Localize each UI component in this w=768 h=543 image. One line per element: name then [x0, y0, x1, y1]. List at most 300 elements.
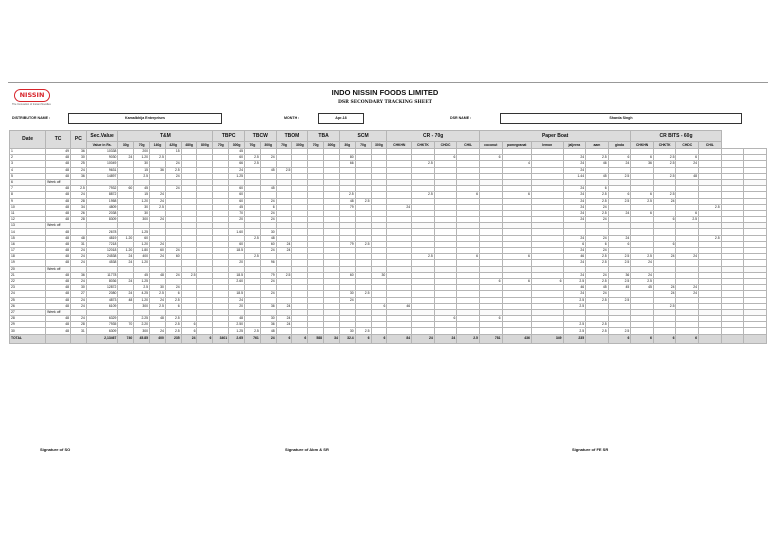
- table-cell: 24: [276, 248, 292, 254]
- table-cell: 28: [70, 217, 86, 223]
- table-cell: 24: [70, 278, 86, 284]
- table-cell: 24: [70, 167, 86, 173]
- table-cell: 24: [653, 291, 676, 297]
- table-cell: 79: [339, 241, 355, 247]
- table-cell: 6: [260, 204, 276, 210]
- sheet-title: DSR SECONDARY TRACKING SHEET: [338, 100, 432, 105]
- table-cell: 4873: [86, 297, 118, 303]
- table-cell: 2678: [86, 229, 118, 235]
- table-cell: 6: [502, 192, 531, 198]
- table-cell: 15: [134, 167, 150, 173]
- date-cell: 20: [10, 266, 46, 272]
- total-cell: 6: [371, 334, 387, 343]
- table-cell: 2.5: [631, 278, 654, 284]
- table-cell: 2.5: [355, 291, 371, 297]
- table-cell: 28: [70, 322, 86, 328]
- total-cell: 235: [165, 334, 181, 343]
- group-tba: TBA: [308, 131, 340, 142]
- table-cell: 24: [118, 260, 134, 266]
- table-cell: 2.5: [608, 328, 631, 334]
- date-cell: 25: [10, 297, 46, 303]
- table-cell: 24: [260, 248, 276, 254]
- table-cell: 24: [118, 278, 134, 284]
- table-cell: 2.5: [586, 322, 609, 328]
- table-cell: 48: [46, 272, 71, 278]
- table-cell: 24: [586, 235, 609, 241]
- table-cell: 48: [339, 198, 355, 204]
- sub-header-cell: 30g: [118, 142, 134, 149]
- table-cell: 30: [150, 285, 166, 291]
- total-cell: 45.85: [134, 334, 150, 343]
- table-cell: 48: [46, 173, 71, 179]
- table-cell: 46: [563, 285, 586, 291]
- col-date: Date: [10, 131, 46, 149]
- table-cell: 48: [46, 186, 71, 192]
- table-cell: 48: [260, 235, 276, 241]
- table-cell: 48: [46, 161, 71, 167]
- table-cell: 48: [46, 316, 71, 322]
- signature-so: Signature of SO: [40, 447, 71, 452]
- group-header-row: [10, 131, 767, 142]
- table-cell: 7935: [86, 322, 118, 328]
- table-cell: 6: [479, 316, 502, 322]
- table-cell: 2.5: [653, 173, 676, 179]
- table-cell: 2.5: [165, 316, 181, 322]
- table-cell: 2.5: [165, 167, 181, 173]
- total-cell: [586, 334, 609, 343]
- table-cell: 1.25: [134, 278, 150, 284]
- table-cell: 48: [46, 291, 71, 297]
- table-cell: 2.5: [586, 328, 609, 334]
- table-cell: 28: [70, 198, 86, 204]
- table-cell: 6: [181, 328, 197, 334]
- table-cell: 48: [70, 235, 86, 241]
- table-cell: 24: [260, 217, 276, 223]
- table-cell: 2.5: [608, 173, 631, 179]
- table-cell: 2.5: [608, 198, 631, 204]
- table-cell: 24: [229, 297, 245, 303]
- table-cell: 48: [260, 328, 276, 334]
- table-cell: 48: [46, 278, 71, 284]
- table-cell: 4809: [86, 204, 118, 210]
- table-cell: 6329: [86, 316, 118, 322]
- table-cell: Week off: [46, 223, 71, 229]
- table-cell: 60: [118, 186, 134, 192]
- total-cell: 24: [412, 334, 435, 343]
- sub-header-cell: 70g: [276, 142, 292, 149]
- table-cell: 300: [134, 217, 150, 223]
- table-cell: 70: [229, 210, 245, 216]
- table-cell: 4: [502, 161, 531, 167]
- table-cell: 2.5: [355, 198, 371, 204]
- table-cell: 45: [260, 167, 276, 173]
- table-cell: 6: [457, 254, 480, 260]
- date-cell: 30: [10, 328, 46, 334]
- table-cell: 48: [150, 316, 166, 322]
- group-tbpc: TBPC: [213, 131, 245, 142]
- table-cell: 24: [563, 217, 586, 223]
- table-cell: 6: [631, 192, 654, 198]
- table-cell: 6109: [86, 303, 118, 309]
- table-cell: 24: [586, 204, 609, 210]
- table-cell: 6309: [86, 328, 118, 334]
- table-cell: 24: [150, 217, 166, 223]
- table-cell: 2.5: [676, 217, 699, 223]
- sub-header-cell: CHDC: [434, 142, 457, 149]
- table-cell: 6: [502, 278, 531, 284]
- table-cell: 12872: [86, 285, 118, 291]
- sub-header-cell: pomegranat: [502, 142, 531, 149]
- table-cell: 48: [46, 303, 71, 309]
- table-cell: 36: [608, 272, 631, 278]
- table-cell: 24: [653, 285, 676, 291]
- table-cell: 24: [70, 254, 86, 260]
- table-cell: 6: [181, 322, 197, 328]
- table-cell: 9631: [86, 167, 118, 173]
- table-cell: 4.25: [134, 291, 150, 297]
- total-cell: 235: [563, 334, 586, 343]
- table-cell: 6: [631, 155, 654, 161]
- table-cell: 48: [46, 229, 71, 235]
- table-cell: 24: [260, 278, 276, 284]
- table-cell: 48: [46, 322, 71, 328]
- table-cell: 24: [276, 241, 292, 247]
- table-cell: 45: [608, 285, 631, 291]
- table-cell: 1.44: [563, 173, 586, 179]
- table-cell: 60: [229, 155, 245, 161]
- table-cell: 48: [46, 241, 71, 247]
- table-cell: 24: [70, 248, 86, 254]
- total-cell: 6: [276, 334, 292, 343]
- table-cell: 1.25: [134, 229, 150, 235]
- table-cell: 1.20: [134, 155, 150, 161]
- table-cell: 6: [631, 210, 654, 216]
- total-cell: 84: [387, 334, 412, 343]
- table-cell: 400: [134, 254, 150, 260]
- total-cell: 761: [244, 334, 260, 343]
- month-label: MONTH :: [284, 116, 300, 120]
- date-cell: 10: [10, 204, 46, 210]
- table-cell: 2.5: [150, 155, 166, 161]
- table-cell: 36: [70, 149, 86, 155]
- table-cell: 24: [586, 272, 609, 278]
- total-cell: [744, 334, 767, 343]
- table-cell: 30: [339, 328, 355, 334]
- table-cell: 2.5: [653, 161, 676, 167]
- table-cell: 6: [653, 241, 676, 247]
- table-cell: 24: [586, 291, 609, 297]
- sub-header-cell: 420g: [165, 142, 181, 149]
- table-cell: 60: [229, 186, 245, 192]
- sub-header-cell: CHIL: [699, 142, 722, 149]
- table-cell: 10049: [86, 161, 118, 167]
- sub-header-cell: 70g: [308, 142, 324, 149]
- date-cell: 19: [10, 260, 46, 266]
- table-cell: 24: [150, 192, 166, 198]
- table-cell: 10338: [86, 149, 118, 155]
- table-cell: 48: [229, 316, 245, 322]
- table-cell: 24: [563, 291, 586, 297]
- table-cell: 27: [70, 291, 86, 297]
- table-cell: 2.5: [608, 297, 631, 303]
- table-cell: 24538: [86, 254, 118, 260]
- table-cell: 1.80: [134, 248, 150, 254]
- table-cell: 15: [134, 192, 150, 198]
- table-cell: 48: [150, 272, 166, 278]
- table-cell: 24: [339, 297, 355, 303]
- date-cell: 7: [10, 186, 46, 192]
- total-cell: 349: [531, 334, 563, 343]
- sub-header-cell: CHKHN: [631, 142, 654, 149]
- date-cell: 21: [10, 272, 46, 278]
- sub-header-cell: 70g: [134, 142, 150, 149]
- table-cell: 2.5: [339, 192, 355, 198]
- total-cell: 400: [150, 334, 166, 343]
- table-cell: 2.5: [70, 186, 86, 192]
- table-cell: 24: [260, 291, 276, 297]
- table-cell: 24: [676, 161, 699, 167]
- total-cell: 6: [292, 334, 308, 343]
- table-cell: 2.5: [276, 272, 292, 278]
- table-cell: 6: [479, 155, 502, 161]
- table-cell: 2.5: [653, 192, 676, 198]
- table-cell: 1.20: [118, 235, 134, 241]
- table-cell: 45: [586, 173, 609, 179]
- dsr-field[interactable]: Sharda Singh: [500, 113, 742, 124]
- table-cell: 2038: [86, 210, 118, 216]
- date-cell: 22: [10, 278, 46, 284]
- table-cell: 48: [46, 167, 71, 173]
- table-cell: 2.50: [229, 322, 245, 328]
- table-cell: 48: [46, 198, 71, 204]
- group-tkm: T&M: [118, 131, 213, 142]
- table-cell: 200: [134, 149, 150, 155]
- date-cell: 4: [10, 167, 46, 173]
- table-cell: 2.5: [608, 260, 631, 266]
- sub-header-cell: CHDC: [676, 142, 699, 149]
- table-cell: 2080: [86, 291, 118, 297]
- table-cell: 30: [134, 210, 150, 216]
- table-cell: 24: [70, 316, 86, 322]
- table-cell: 24: [165, 161, 181, 167]
- table-cell: 6: [586, 241, 609, 247]
- date-cell: 8: [10, 192, 46, 198]
- table-cell: 2.5: [276, 167, 292, 173]
- total-cell: 6: [676, 334, 699, 343]
- table-cell: 2.5: [181, 272, 197, 278]
- table-cell: 1.20: [134, 260, 150, 266]
- group-cr-bits: CR BITS - 60g: [631, 131, 721, 142]
- table-cell: 7218: [86, 241, 118, 247]
- table-cell: 48: [46, 297, 71, 303]
- table-cell: 60: [150, 248, 166, 254]
- table-cell: 48: [46, 210, 71, 216]
- table-cell: 24: [150, 297, 166, 303]
- table-cell: 2.25: [134, 316, 150, 322]
- nissin-logo: [14, 89, 50, 102]
- table-cell: 2.5: [150, 291, 166, 297]
- table-cell: 30: [260, 316, 276, 322]
- table-cell: 6: [434, 155, 457, 161]
- table-cell: 48: [46, 328, 71, 334]
- secondary-tracking-table: [9, 130, 767, 344]
- table-cell: 24: [229, 167, 245, 173]
- table-cell: 26: [70, 210, 86, 216]
- total-cell: 740: [118, 334, 134, 343]
- sub-header-cell: 70g: [213, 142, 229, 149]
- sub-header-cell: 800g: [197, 142, 213, 149]
- table-cell: 79: [339, 204, 355, 210]
- table-cell: 60: [165, 254, 181, 260]
- table-cell: 1.60: [229, 229, 245, 235]
- table-cell: 6: [676, 155, 699, 161]
- table-cell: 6: [434, 316, 457, 322]
- table-cell: 11778: [86, 272, 118, 278]
- table-cell: 2.5: [165, 322, 181, 328]
- sub-header-cell: 300g: [229, 142, 245, 149]
- table-cell: 4538: [86, 260, 118, 266]
- table-cell: 24: [276, 303, 292, 309]
- table-cell: 70: [118, 322, 134, 328]
- table-cell: 24: [165, 272, 181, 278]
- month-field[interactable]: Apr-18: [318, 113, 364, 124]
- table-cell: 24: [586, 248, 609, 254]
- date-cell: 26: [10, 303, 46, 309]
- table-cell: 24: [563, 235, 586, 241]
- total-cell: 436: [502, 334, 531, 343]
- table-cell: 6: [371, 303, 387, 309]
- total-row: [10, 334, 767, 343]
- date-cell: 24: [10, 291, 46, 297]
- table-cell: 8036: [86, 278, 118, 284]
- table-cell: 15: [165, 149, 181, 155]
- table-cell: 2.5: [563, 322, 586, 328]
- table-cell: 2.5: [699, 204, 722, 210]
- table-cell: 14897: [86, 173, 118, 179]
- table-cell: 6: [653, 217, 676, 223]
- table-cell: 2.5: [631, 198, 654, 204]
- table-cell: 6: [165, 291, 181, 297]
- total-cell: 24: [181, 334, 197, 343]
- total-cell: [721, 334, 744, 343]
- group-scm: SCM: [339, 131, 386, 142]
- date-cell: 3: [10, 161, 46, 167]
- table-cell: 2.5: [244, 254, 260, 260]
- table-cell: 4819: [86, 235, 118, 241]
- table-cell: 2.5: [165, 297, 181, 303]
- table-cell: 30: [339, 291, 355, 297]
- table-cell: 24: [676, 285, 699, 291]
- sub-header-cell: CHKTK: [412, 142, 435, 149]
- table-cell: 2.5: [244, 328, 260, 334]
- table-cell: 46: [563, 254, 586, 260]
- table-cell: 6: [165, 303, 181, 309]
- group-paper-boat: Paper Boat: [479, 131, 630, 142]
- table-cell: 48: [676, 173, 699, 179]
- total-cell: 34: [324, 334, 340, 343]
- table-cell: 6: [502, 254, 531, 260]
- table-cell: 6: [608, 192, 631, 198]
- table-cell: 48: [46, 155, 71, 161]
- group-tbom: TBOM: [276, 131, 308, 142]
- total-cell: [46, 334, 71, 343]
- table-cell: 36: [70, 272, 86, 278]
- table-cell: 1.25: [229, 328, 245, 334]
- table-cell: 24: [118, 254, 134, 260]
- table-cell: 20: [229, 217, 245, 223]
- sub-header-cell: CHKHN: [387, 142, 412, 149]
- table-cell: 48: [46, 235, 71, 241]
- distributor-field[interactable]: Kamalbhija Enterprises: [68, 113, 222, 124]
- table-cell: 24: [165, 173, 181, 179]
- table-cell: 24: [70, 303, 86, 309]
- table-cell: 48: [46, 204, 71, 210]
- table-cell: 1.20: [134, 198, 150, 204]
- table-cell: 45: [229, 149, 245, 155]
- date-cell: 15: [10, 235, 46, 241]
- total-cell: 588: [308, 334, 324, 343]
- table-cell: 80: [339, 155, 355, 161]
- table-cell: 300: [134, 303, 150, 309]
- table-cell: 24: [563, 186, 586, 192]
- table-cell: 66: [339, 161, 355, 167]
- table-cell: 24: [608, 161, 631, 167]
- table-cell: 24: [563, 192, 586, 198]
- table-cell: 2.5: [586, 210, 609, 216]
- sub-header-row: [10, 142, 767, 149]
- table-cell: 48: [46, 260, 71, 266]
- table-cell: 24: [165, 248, 181, 254]
- table-cell: 60: [229, 192, 245, 198]
- table-cell: 36: [150, 167, 166, 173]
- logo-tagline: The Innovation of Instant Noodles: [12, 103, 51, 106]
- table-cell: 36: [260, 322, 276, 328]
- sub-header-cell: lemon: [531, 142, 563, 149]
- table-cell: 60: [134, 235, 150, 241]
- table-cell: 49: [46, 149, 71, 155]
- table-cell: 48: [118, 297, 134, 303]
- table-cell: 48: [46, 254, 71, 260]
- sub-header-cell: 300g: [292, 142, 308, 149]
- table-cell: 24: [563, 161, 586, 167]
- table-cell: 24: [563, 167, 586, 173]
- table-cell: 2.5: [563, 303, 586, 309]
- table-cell: 1958: [86, 198, 118, 204]
- table-cell: 2.5: [165, 328, 181, 334]
- table-cell: 12018: [86, 248, 118, 254]
- table-cell: 24: [586, 217, 609, 223]
- table-cell: 6: [563, 241, 586, 247]
- table-cell: 1.20: [118, 248, 134, 254]
- table-cell: 24: [563, 272, 586, 278]
- sub-header-cell: ginda: [608, 142, 631, 149]
- table-cell: 25: [70, 161, 86, 167]
- table-cell: 2.5: [586, 155, 609, 161]
- table-cell: 24: [70, 297, 86, 303]
- table-cell: Week off: [46, 309, 71, 315]
- table-cell: 30: [134, 161, 150, 167]
- sub-header-cell: 300g: [324, 142, 340, 149]
- total-cell: 781: [479, 334, 502, 343]
- table-cell: Week off: [46, 179, 71, 185]
- table-cell: 24: [563, 260, 586, 266]
- date-cell: 14: [10, 229, 46, 235]
- table-cell: 66: [229, 161, 245, 167]
- table-cell: 24: [608, 235, 631, 241]
- table-cell: 2.5: [412, 254, 435, 260]
- table-cell: 46: [586, 161, 609, 167]
- table-cell: 2.5: [631, 254, 654, 260]
